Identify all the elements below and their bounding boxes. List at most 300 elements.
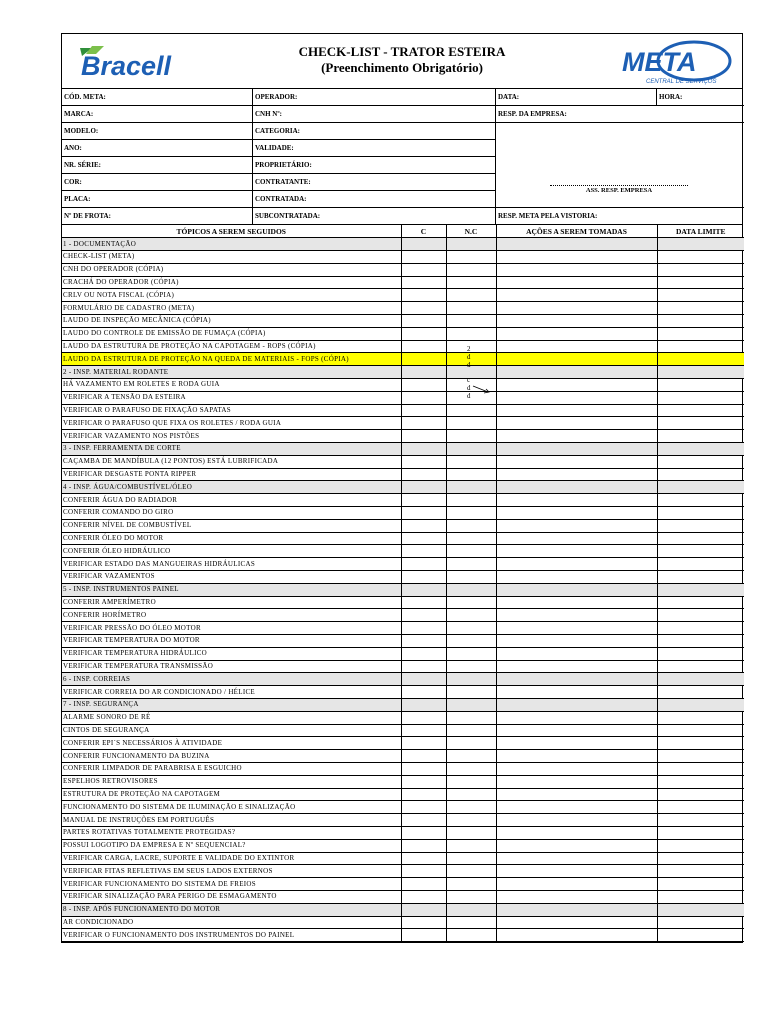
data-limite-cell[interactable] <box>657 263 744 276</box>
conforme-cell[interactable] <box>401 519 446 532</box>
contratante-field[interactable]: CONTRATANTE: <box>253 174 496 191</box>
data-limite-cell[interactable] <box>657 647 744 660</box>
table-row <box>62 302 744 315</box>
acoes-cell[interactable] <box>496 571 657 584</box>
data-limite-cell <box>657 698 744 711</box>
data-limite-cell[interactable] <box>657 788 744 801</box>
marca-field[interactable]: MARCA: <box>62 106 253 123</box>
topic-cell: CONFERIR AMPERÍMETRO <box>62 596 401 609</box>
acoes-cell[interactable] <box>496 289 657 302</box>
data-limite-cell[interactable] <box>657 468 744 481</box>
acoes-cell <box>496 366 657 379</box>
topic-cell: PARTES ROTATIVAS TOTALMENTE PROTEGIDAS? <box>62 826 401 839</box>
data-limite-cell[interactable] <box>657 404 744 417</box>
data-limite-cell[interactable] <box>657 839 744 852</box>
nao-conforme-cell[interactable] <box>446 468 496 481</box>
nao-conforme-cell[interactable] <box>446 788 496 801</box>
conforme-cell[interactable] <box>401 775 446 788</box>
arrow-annotation-icon <box>472 383 492 397</box>
nao-conforme-cell <box>446 238 496 251</box>
conforme-cell[interactable] <box>401 276 446 289</box>
data-limite-cell <box>657 443 744 456</box>
nao-conforme-cell[interactable] <box>446 340 496 353</box>
acoes-cell[interactable] <box>496 327 657 340</box>
acoes-cell <box>496 673 657 686</box>
nao-conforme-cell[interactable] <box>446 878 496 891</box>
vehicle-info-grid <box>62 89 742 225</box>
data-limite-cell[interactable] <box>657 801 744 814</box>
conforme-cell[interactable] <box>401 571 446 584</box>
nao-conforme-cell[interactable] <box>446 263 496 276</box>
acoes-cell[interactable] <box>496 417 657 430</box>
acoes-cell[interactable] <box>496 878 657 891</box>
acoes-cell <box>496 443 657 456</box>
acoes-cell[interactable] <box>496 353 657 366</box>
section-title: 6 - INSP. CORREIAS <box>62 673 401 686</box>
acoes-cell[interactable] <box>496 737 657 750</box>
acoes-cell[interactable] <box>496 635 657 648</box>
topic-cell: POSSUI LOGOTIPO DA EMPRESA E Nº SEQUENCIAL? <box>62 839 401 852</box>
topic-cell: VERIFICAR FUNCIONAMENTO DO SISTEMA DE FREIOS <box>62 878 401 891</box>
acoes-cell[interactable] <box>496 775 657 788</box>
conforme-cell[interactable] <box>401 686 446 699</box>
frota-field[interactable]: Nº DE FROTA: <box>62 208 253 225</box>
conforme-cell[interactable] <box>401 929 446 942</box>
data-limite-cell[interactable] <box>657 545 744 558</box>
conforme-cell[interactable] <box>401 622 446 635</box>
conforme-cell[interactable] <box>401 737 446 750</box>
table-row <box>62 251 744 264</box>
nao-conforme-cell[interactable] <box>446 353 496 366</box>
data-limite-cell[interactable] <box>657 711 744 724</box>
acoes-cell[interactable] <box>496 788 657 801</box>
nao-conforme-cell <box>446 481 496 494</box>
conforme-cell[interactable] <box>401 890 446 903</box>
table-row <box>62 263 744 276</box>
nao-conforme-cell[interactable] <box>446 686 496 699</box>
data-limite-cell[interactable] <box>657 916 744 929</box>
data-limite-cell[interactable] <box>657 865 744 878</box>
table-row <box>62 890 744 903</box>
acoes-cell[interactable] <box>496 315 657 328</box>
data-limite-cell[interactable] <box>657 686 744 699</box>
topic-cell: VERIFICAR TEMPERATURA TRANSMISSÃO <box>62 660 401 673</box>
topic-cell: MANUAL DE INSTRUÇÕES EM PORTUGUÊS <box>62 814 401 827</box>
operador-field[interactable]: OPERADOR: <box>253 89 496 106</box>
subcontratada-field[interactable]: SUBCONTRATADA: <box>253 208 496 225</box>
ano-field[interactable]: ANO: <box>62 140 253 157</box>
nao-conforme-cell[interactable] <box>446 571 496 584</box>
acoes-cell[interactable] <box>496 468 657 481</box>
data-limite-cell[interactable] <box>657 455 744 468</box>
data-limite-cell[interactable] <box>657 289 744 302</box>
data-limite-cell[interactable] <box>657 635 744 648</box>
data-limite-cell[interactable] <box>657 622 744 635</box>
nao-conforme-cell[interactable] <box>446 417 496 430</box>
nao-conforme-cell[interactable] <box>446 545 496 558</box>
data-limite-cell[interactable] <box>657 340 744 353</box>
topic-cell: VERIFICAR TEMPERATURA DO MOTOR <box>62 635 401 648</box>
nao-conforme-cell[interactable] <box>446 890 496 903</box>
nao-conforme-cell[interactable] <box>446 826 496 839</box>
acoes-cell[interactable] <box>496 929 657 942</box>
nao-conforme-cell[interactable] <box>446 519 496 532</box>
acoes-cell[interactable] <box>496 916 657 929</box>
resp-empresa-field[interactable]: RESP. DA EMPRESA: <box>496 106 744 123</box>
resp-meta-field[interactable]: RESP. META PELA VISTORIA: <box>498 212 598 220</box>
acoes-cell[interactable] <box>496 558 657 571</box>
conforme-cell[interactable] <box>401 494 446 507</box>
acoes-cell[interactable] <box>496 340 657 353</box>
data-limite-cell[interactable] <box>657 878 744 891</box>
nao-conforme-cell <box>446 443 496 456</box>
topic-cell: CRLV OU NOTA FISCAL (CÓPIA) <box>62 289 401 302</box>
nao-conforme-cell[interactable] <box>446 289 496 302</box>
acoes-cell[interactable] <box>496 750 657 763</box>
conforme-cell[interactable] <box>401 826 446 839</box>
acoes-cell[interactable] <box>496 865 657 878</box>
acoes-cell[interactable] <box>496 724 657 737</box>
conforme-cell[interactable] <box>401 852 446 865</box>
proprietario-field[interactable]: PROPRIETÁRIO: <box>253 157 496 174</box>
conforme-cell[interactable] <box>401 302 446 315</box>
section-title: 4 - INSP. ÁGUA/COMBUSTÍVEL/ÓLEO <box>62 481 401 494</box>
data-limite-cell[interactable] <box>657 379 744 392</box>
data-limite-cell <box>657 673 744 686</box>
nao-conforme-cell[interactable] <box>446 558 496 571</box>
topic-cell: CONFERIR ÁGUA DO RADIADOR <box>62 494 401 507</box>
data-limite-cell[interactable] <box>657 724 744 737</box>
acoes-cell[interactable] <box>496 814 657 827</box>
data-limite-cell[interactable] <box>657 660 744 673</box>
nao-conforme-cell[interactable] <box>446 750 496 763</box>
conforme-cell[interactable] <box>401 340 446 353</box>
acoes-cell[interactable] <box>496 826 657 839</box>
data-limite-cell[interactable] <box>657 276 744 289</box>
conforme-cell[interactable] <box>401 430 446 443</box>
nao-conforme-cell[interactable] <box>446 276 496 289</box>
nao-conforme-cell[interactable] <box>446 737 496 750</box>
acoes-cell <box>496 481 657 494</box>
conforme-cell[interactable] <box>401 865 446 878</box>
topic-cell: VERIFICAR SINALIZAÇÃO PARA PERIGO DE ESMAGAMENTO <box>62 890 401 903</box>
acoes-cell[interactable] <box>496 379 657 392</box>
conforme-cell[interactable] <box>401 711 446 724</box>
acoes-cell[interactable] <box>496 852 657 865</box>
acoes-cell[interactable] <box>496 532 657 545</box>
nao-conforme-cell[interactable] <box>446 507 496 520</box>
nao-conforme-cell[interactable] <box>446 762 496 775</box>
nao-conforme-cell[interactable] <box>446 532 496 545</box>
acoes-cell[interactable] <box>496 660 657 673</box>
topic-cell: VERIFICAR DESGASTE PONTA RIPPER <box>62 468 401 481</box>
conforme-cell[interactable] <box>401 558 446 571</box>
table-row <box>62 404 744 417</box>
conforme-cell[interactable] <box>401 263 446 276</box>
acoes-cell <box>496 903 657 916</box>
acoes-cell[interactable] <box>496 890 657 903</box>
acoes-cell[interactable] <box>496 801 657 814</box>
table-row <box>62 750 744 763</box>
section-title: 2 - INSP. MATERIAL RODANTE <box>62 366 401 379</box>
section-row <box>62 698 744 711</box>
acoes-cell[interactable] <box>496 263 657 276</box>
acoes-cell[interactable] <box>496 545 657 558</box>
nr-serie-field[interactable]: NR. SÉRIE: <box>62 157 253 174</box>
table-row <box>62 532 744 545</box>
acoes-cell[interactable] <box>496 711 657 724</box>
annotation-mark: d <box>467 361 471 369</box>
nao-conforme-cell[interactable] <box>446 839 496 852</box>
document-subtitle: (Preenchimento Obrigatório) <box>321 60 483 75</box>
conforme-cell[interactable] <box>401 916 446 929</box>
acoes-cell[interactable] <box>496 686 657 699</box>
acoes-cell <box>496 698 657 711</box>
topic-cell: VERIFICAR CORREIA DO AR CONDICIONADO / HÉLICE <box>62 686 401 699</box>
nao-conforme-cell[interactable] <box>446 660 496 673</box>
conforme-cell[interactable] <box>401 750 446 763</box>
section-title: 5 - INSP. INSTRUMENTOS PAINEL <box>62 583 401 596</box>
hora-field[interactable]: HORA: <box>657 89 744 106</box>
data-limite-cell[interactable] <box>657 852 744 865</box>
acoes-cell[interactable] <box>496 647 657 660</box>
table-row <box>62 545 744 558</box>
table-row <box>62 276 744 289</box>
table-row <box>62 711 744 724</box>
nao-conforme-cell[interactable] <box>446 647 496 660</box>
conforme-cell <box>401 673 446 686</box>
categoria-field[interactable]: CATEGORIA: <box>253 123 496 140</box>
data-limite-cell[interactable] <box>657 814 744 827</box>
acoes-cell <box>496 583 657 596</box>
nao-conforme-cell[interactable] <box>446 865 496 878</box>
table-row <box>62 878 744 891</box>
nao-conforme-cell[interactable] <box>446 430 496 443</box>
nao-conforme-cell[interactable] <box>446 315 496 328</box>
header-acoes: AÇÕES A SEREM TOMADAS <box>496 225 657 238</box>
conforme-cell[interactable] <box>401 417 446 430</box>
conforme-cell[interactable] <box>401 315 446 328</box>
nao-conforme-cell[interactable] <box>446 251 496 264</box>
acoes-cell[interactable] <box>496 839 657 852</box>
data-limite-cell[interactable] <box>657 391 744 404</box>
data-limite-cell[interactable] <box>657 558 744 571</box>
acoes-cell[interactable] <box>496 622 657 635</box>
nao-conforme-cell[interactable] <box>446 494 496 507</box>
data-limite-cell[interactable] <box>657 775 744 788</box>
validade-field[interactable]: VALIDADE: <box>253 140 496 157</box>
conforme-cell[interactable] <box>401 609 446 622</box>
table-row <box>62 315 744 328</box>
data-limite-cell[interactable] <box>657 750 744 763</box>
nao-conforme-cell[interactable] <box>446 302 496 315</box>
topic-cell: VERIFICAR TEMPERATURA HIDRÁULICO <box>62 647 401 660</box>
data-limite-cell <box>657 583 744 596</box>
conforme-cell[interactable] <box>401 507 446 520</box>
nao-conforme-cell[interactable] <box>446 711 496 724</box>
meta-logo <box>616 40 732 86</box>
table-row <box>62 494 744 507</box>
nao-conforme-cell[interactable] <box>446 455 496 468</box>
acoes-cell[interactable] <box>496 391 657 404</box>
topic-cell: CONFERIR EPI´S NECESSÁRIOS À ATIVIDADE <box>62 737 401 750</box>
signature-box[interactable] <box>496 123 744 208</box>
acoes-cell[interactable] <box>496 519 657 532</box>
topic-cell: LAUDO DA ESTRUTURA DE PROTEÇÃO NA CAPOTAGEM - ROPS (CÓPIA) <box>62 340 401 353</box>
nao-conforme-cell[interactable] <box>446 635 496 648</box>
table-row <box>62 686 744 699</box>
conforme-cell[interactable] <box>401 391 446 404</box>
modelo-field[interactable]: MODELO: <box>62 123 253 140</box>
conforme-cell[interactable] <box>401 762 446 775</box>
conforme-cell[interactable] <box>401 455 446 468</box>
data-limite-cell <box>657 481 744 494</box>
topic-cell: CONFERIR LIMPADOR DE PARABRISA E ESGUICHO <box>62 762 401 775</box>
table-row <box>62 379 744 392</box>
nao-conforme-cell[interactable] <box>446 622 496 635</box>
acoes-cell[interactable] <box>496 404 657 417</box>
cod-meta-field[interactable]: CÓD. META: <box>62 89 253 106</box>
data-limite-cell[interactable] <box>657 929 744 942</box>
cor-field[interactable]: COR: <box>62 174 253 191</box>
data-limite-cell[interactable] <box>657 519 744 532</box>
conforme-cell[interactable] <box>401 635 446 648</box>
contratada-field[interactable]: CONTRATADA: <box>253 191 496 208</box>
conforme-cell <box>401 366 446 379</box>
table-row <box>62 724 744 737</box>
data-limite-cell[interactable] <box>657 737 744 750</box>
acoes-cell[interactable] <box>496 302 657 315</box>
conforme-cell[interactable] <box>401 327 446 340</box>
topic-cell: VERIFICAR CARGA, LACRE, SUPORTE E VALIDADE DO EXTINTOR <box>62 852 401 865</box>
annotation-mark: d <box>467 353 471 361</box>
table-row <box>62 660 744 673</box>
conforme-cell[interactable] <box>401 468 446 481</box>
signature-line <box>550 185 688 186</box>
conforme-cell[interactable] <box>401 660 446 673</box>
table-row <box>62 289 744 302</box>
conforme-cell[interactable] <box>401 532 446 545</box>
nao-conforme-cell[interactable] <box>446 327 496 340</box>
acoes-cell[interactable] <box>496 251 657 264</box>
table-row <box>62 839 744 852</box>
acoes-cell[interactable] <box>496 494 657 507</box>
nao-conforme-cell[interactable] <box>446 814 496 827</box>
data-limite-cell[interactable] <box>657 251 744 264</box>
conforme-cell[interactable] <box>401 353 446 366</box>
section-title: 1 - DOCUMENTAÇÃO <box>62 238 401 251</box>
nao-conforme-cell[interactable] <box>446 404 496 417</box>
table-row <box>62 507 744 520</box>
data-limite-cell[interactable] <box>657 494 744 507</box>
header-nao-conforme: N.C <box>446 225 496 238</box>
conforme-cell[interactable] <box>401 545 446 558</box>
conforme-cell[interactable] <box>401 596 446 609</box>
conforme-cell <box>401 583 446 596</box>
nao-conforme-cell[interactable] <box>446 596 496 609</box>
topic-cell: CRACHÁ DO OPERADOR (CÓPIA) <box>62 276 401 289</box>
table-row <box>62 519 744 532</box>
conforme-cell[interactable] <box>401 379 446 392</box>
conforme-cell[interactable] <box>401 839 446 852</box>
nao-conforme-cell <box>446 698 496 711</box>
nao-conforme-cell[interactable] <box>446 724 496 737</box>
acoes-cell[interactable] <box>496 430 657 443</box>
nao-conforme-cell[interactable] <box>446 609 496 622</box>
data-field[interactable]: DATA: <box>496 89 657 106</box>
topic-cell: CONFERIR COMANDO DO GIRO <box>62 507 401 520</box>
data-limite-cell[interactable] <box>657 327 744 340</box>
topic-cell: LAUDO DO CONTROLE DE EMISSÃO DE FUMAÇA (CÓPIA) <box>62 327 401 340</box>
data-limite-cell[interactable] <box>657 826 744 839</box>
topic-cell: VERIFICAR VAZAMENTOS <box>62 571 401 584</box>
table-row <box>62 596 744 609</box>
header-data-limite: DATA LIMITE <box>657 225 744 238</box>
conforme-cell <box>401 698 446 711</box>
annotation-mark: d <box>467 392 471 400</box>
nao-conforme-cell[interactable] <box>446 775 496 788</box>
data-limite-cell[interactable] <box>657 532 744 545</box>
data-limite-cell[interactable] <box>657 302 744 315</box>
data-limite-cell[interactable] <box>657 417 744 430</box>
conforme-cell[interactable] <box>401 404 446 417</box>
section-row <box>62 583 744 596</box>
nao-conforme-cell[interactable] <box>446 929 496 942</box>
conforme-cell[interactable] <box>401 251 446 264</box>
acoes-cell[interactable] <box>496 507 657 520</box>
acoes-cell[interactable] <box>496 596 657 609</box>
acoes-cell[interactable] <box>496 276 657 289</box>
topic-cell: FORMULÁRIO DE CADASTRO (META) <box>62 302 401 315</box>
acoes-cell[interactable] <box>496 455 657 468</box>
data-limite-cell[interactable] <box>657 430 744 443</box>
section-row <box>62 366 744 379</box>
nao-conforme-cell[interactable] <box>446 852 496 865</box>
conforme-cell[interactable] <box>401 289 446 302</box>
cnh-field[interactable]: CNH Nº: <box>253 106 496 123</box>
conforme-cell[interactable] <box>401 647 446 660</box>
topic-cell: CONFERIR ÓLEO DO MOTOR <box>62 532 401 545</box>
table-row <box>62 647 744 660</box>
table-row <box>62 916 744 929</box>
topic-cell: VERIFICAR VAZAMENTO NOS PISTÕES <box>62 430 401 443</box>
nao-conforme-cell[interactable] <box>446 801 496 814</box>
data-limite-cell[interactable] <box>657 353 744 366</box>
data-limite-cell[interactable] <box>657 762 744 775</box>
acoes-cell[interactable] <box>496 609 657 622</box>
conforme-cell <box>401 481 446 494</box>
data-limite-cell[interactable] <box>657 571 744 584</box>
nao-conforme-cell[interactable] <box>446 916 496 929</box>
conforme-cell[interactable] <box>401 724 446 737</box>
data-limite-cell[interactable] <box>657 315 744 328</box>
data-limite-cell[interactable] <box>657 609 744 622</box>
placa-field[interactable]: PLACA: <box>62 191 253 208</box>
header-conforme: C <box>401 225 446 238</box>
table-row <box>62 391 744 404</box>
table-row <box>62 801 744 814</box>
conforme-cell[interactable] <box>401 878 446 891</box>
conforme-cell[interactable] <box>401 801 446 814</box>
conforme-cell[interactable] <box>401 788 446 801</box>
acoes-cell[interactable] <box>496 762 657 775</box>
data-limite-cell[interactable] <box>657 596 744 609</box>
annotation-mark: c <box>467 376 471 384</box>
nao-conforme-cell <box>446 673 496 686</box>
data-limite-cell[interactable] <box>657 890 744 903</box>
conforme-cell[interactable] <box>401 814 446 827</box>
data-limite-cell[interactable] <box>657 507 744 520</box>
